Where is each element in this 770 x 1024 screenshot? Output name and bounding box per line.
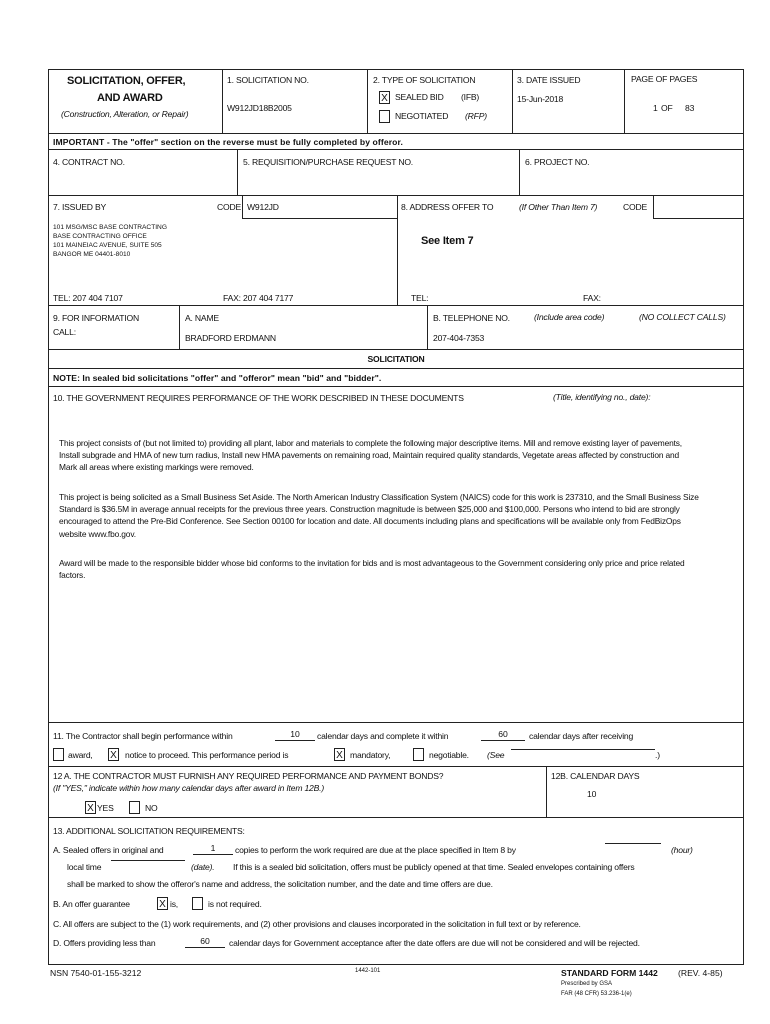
guarantee-is-checkbox[interactable]: X <box>157 897 168 910</box>
info-phone-note-area: (Include area code) <box>534 312 605 322</box>
notice-to-proceed-label: notice to proceed. This performance period is <box>125 750 289 760</box>
important-row <box>49 134 743 150</box>
contract-no-label: 4. CONTRACT NO. <box>53 157 125 167</box>
page-number: 1 <box>653 103 658 113</box>
sf1442-form <box>48 69 744 965</box>
form-title-line1: SOLICITATION, OFFER, <box>67 75 186 87</box>
negotiable-label: negotiable. <box>429 750 469 760</box>
item13a-text-4: shall be marked to show the offeror's name and address, the solicitation number, and the date and time offers are due. <box>67 879 493 889</box>
solicitation-heading: SOLICITATION <box>367 354 425 364</box>
item13a-local-time: local time <box>67 862 102 872</box>
award-checkbox[interactable] <box>53 748 64 761</box>
item10-row <box>49 387 743 723</box>
address-line-3: 101 MAINEIAC AVENUE, SUITE 505 <box>53 242 162 249</box>
info-label-line2: CALL: <box>53 327 76 337</box>
bonds-no-label: NO <box>145 803 158 813</box>
guarantee-not-checkbox[interactable] <box>192 897 203 910</box>
bonds-yes-checkbox[interactable]: X <box>85 801 96 814</box>
info-phone-label: B. TELEPHONE NO. <box>433 313 510 323</box>
item13c-text: C. All offers are subject to the (1) work requirements, and (2) other provisions and clauses incorporated in the solicitation in full text or by reference. <box>53 919 581 929</box>
issued-code-label: CODE <box>217 202 242 212</box>
item11-text-3: calendar days after receiving <box>529 731 634 741</box>
notice-to-proceed-checkbox[interactable]: X <box>108 748 119 761</box>
page-of-word: OF <box>661 103 673 113</box>
item11-begin-days[interactable]: 10 <box>275 729 315 741</box>
guarantee-not-label: is not required. <box>208 899 262 909</box>
item11-row <box>49 723 743 767</box>
issued-by-label: 7. ISSUED BY <box>53 202 107 212</box>
bonds-yes-label: YES <box>97 803 114 813</box>
issued-by-row <box>49 196 743 306</box>
item13a-hour-field[interactable] <box>605 843 661 844</box>
bid-note: NOTE: In sealed bid solicitations "offer" and "offeror" mean "bid" and "bidder". <box>53 373 382 383</box>
information-row <box>49 306 743 350</box>
item13a-text-3: If this is a sealed bid solicitation, offers must be publicly opened at that time. Sealed envelopes containing offers <box>233 862 635 872</box>
info-label-line1: 9. FOR INFORMATION <box>53 313 139 323</box>
page-of-pages-label: PAGE OF PAGES <box>631 74 698 84</box>
solicitation-no-label: 1. SOLICITATION NO. <box>227 75 309 85</box>
guarantee-is-label: is, <box>170 899 178 909</box>
sealed-bid-label: SEALED BID <box>395 92 444 102</box>
bonds-no-checkbox[interactable] <box>129 801 140 814</box>
item13b-text: B. An offer guarantee <box>53 899 130 909</box>
nsn-number: NSN 7540-01-155-3212 <box>50 968 142 978</box>
type-of-solicitation-label: 2. TYPE OF SOLICITATION <box>373 75 476 85</box>
item11-see-close: .) <box>655 750 660 760</box>
page-total: 83 <box>685 103 695 113</box>
item11-see-field[interactable] <box>511 749 655 750</box>
item13a-text-2: copies to perform the work required are due at the place specified in Item 8 by <box>235 845 516 855</box>
see-item-7: See Item 7 <box>421 235 474 247</box>
address-fax: FAX: <box>583 293 601 303</box>
address-offer-label: 8. ADDRESS OFFER TO <box>401 202 494 212</box>
negotiable-checkbox[interactable] <box>413 748 424 761</box>
form-revision: (REV. 4-85) <box>678 968 723 978</box>
award-label: award, <box>68 750 93 760</box>
address-line-2: BASE CONTRACTING OFFICE <box>53 233 147 240</box>
requisition-no-label: 5. REQUISITION/PURCHASE REQUEST NO. <box>243 157 413 167</box>
issued-code-value: W912JD <box>247 202 279 212</box>
sealed-bid-abbr: (IFB) <box>461 92 480 102</box>
info-name-value[interactable]: BRADFORD ERDMANN <box>185 333 276 343</box>
important-notice: IMPORTANT - The "offer" section on the reverse must be fully completed by offeror. <box>53 137 403 147</box>
negotiated-abbr: (RFP) <box>465 111 487 121</box>
item10-label: 10. THE GOVERNMENT REQUIRES PERFORMANCE OF THE WORK DESCRIBED IN THESE DOCUMENTS <box>53 393 464 403</box>
item12b-value[interactable]: 10 <box>587 789 597 799</box>
item13a-date-field[interactable] <box>111 860 185 861</box>
item13-block <box>49 818 743 964</box>
item13d-text-1: D. Offers providing less than <box>53 938 156 948</box>
item13a-date: (date). <box>191 862 215 872</box>
note-row <box>49 369 743 387</box>
prescribed-by: Prescribed by GSA <box>561 981 613 987</box>
contract-row <box>49 150 743 196</box>
form-title-sub: (Construction, Alteration, or Repair) <box>61 109 189 119</box>
far-reference: FAR (48 CFR) 53.236-1(e) <box>561 991 632 997</box>
item10-note: (Title, identifying no., date): <box>553 392 651 402</box>
info-name-label: A. NAME <box>185 313 219 323</box>
item13a-text-1: A. Sealed offers in original and <box>53 845 164 855</box>
address-offer-note: (If Other Than Item 7) <box>519 202 598 212</box>
address-code-label: CODE <box>623 202 648 212</box>
item12-row <box>49 767 743 818</box>
item10-paragraph-1: This project consists of (but not limited to) providing all plant, labor and materials to complete the following major descriptive items. Mill and remove existing layer of pavements, Install subgrade and HMA of new turn radius, Install new HMA pavements on remaining road, Maintain required quality standards, Vegetate areas affected by construction and Mark all areas where existing markings were removed. <box>59 438 682 473</box>
solicitation-no-value[interactable]: W912JD18B2005 <box>227 103 292 113</box>
address-code-box[interactable] <box>653 196 744 219</box>
date-issued-label: 3. DATE ISSUED <box>517 75 581 85</box>
item10-paragraph-3: Award will be made to the responsible bidder whose bid conforms to the invitation for bids and is most advantageous to the Government considering only price and price related factors. <box>59 558 685 581</box>
item11-text-2: calendar days and complete it within <box>317 731 449 741</box>
item13a-copies[interactable]: 1 <box>193 843 233 855</box>
item12b-label: 12B. CALENDAR DAYS <box>551 771 640 781</box>
item11-see-label: (See <box>487 750 505 760</box>
standard-form-label: STANDARD FORM 1442 <box>561 968 658 978</box>
negotiated-checkbox[interactable] <box>379 110 390 123</box>
solicitation-heading-row <box>49 350 743 369</box>
item12a-label: 12 A. THE CONTRACTOR MUST FURNISH ANY REQUIRED PERFORMANCE AND PAYMENT BONDS? <box>53 771 444 781</box>
negotiated-label: NEGOTIATED <box>395 111 449 121</box>
address-line-4: BANGOR ME 04401-8010 <box>53 251 131 258</box>
mandatory-label: mandatory, <box>350 750 391 760</box>
mandatory-checkbox[interactable]: X <box>334 748 345 761</box>
form-title-line2: AND AWARD <box>97 92 163 104</box>
info-phone-note-collect: (NO COLLECT CALLS) <box>639 312 726 322</box>
date-issued-value[interactable]: 15-Jun-2018 <box>517 94 564 104</box>
item11-text-1: 11. The Contractor shall begin performance within <box>53 731 233 741</box>
item13a-hour: (hour) <box>671 845 693 855</box>
info-phone-value[interactable]: 207-404-7353 <box>433 333 485 343</box>
form-code: 1442-101 <box>355 968 381 974</box>
issued-fax: FAX: 207 404 7177 <box>223 293 294 303</box>
item13d-text-2: calendar days for Government acceptance after the date offers are due will not be considered and will be rejected. <box>229 938 640 948</box>
issued-tel: TEL: 207 404 7107 <box>53 293 123 303</box>
item12a-note: (If "YES," indicate within how many calendar days after award in Item 12B.) <box>53 783 325 793</box>
item11-complete-days[interactable]: 60 <box>481 729 525 741</box>
item13d-days[interactable]: 60 <box>185 936 225 948</box>
header-row <box>49 70 743 134</box>
sealed-bid-checkbox[interactable]: X <box>379 91 390 104</box>
item10-paragraph-2: This project is being solicited as a Small Business Set Aside. The North American Industry Classification System (NAICS) code for this work is 237310, and the Small Business Size Standard is $36.5M in average annual receipts for the previous three years. Construction magnitude is between $25,000 and $100,000. Persons who intend to bid are strongly encouraged to attend the Pre-Bid Conference. See Section 00100 for location and date. All documents including plans and specifications will be available only from FedBizOps website www.fbo.gov. <box>59 492 699 539</box>
project-no-label: 6. PROJECT NO. <box>525 157 590 167</box>
address-tel: TEL: <box>411 293 429 303</box>
item13-label: 13. ADDITIONAL SOLICITATION REQUIREMENTS: <box>53 826 245 836</box>
address-line-1: 101 MSG/MSC BASE CONTRACTING <box>53 224 167 231</box>
